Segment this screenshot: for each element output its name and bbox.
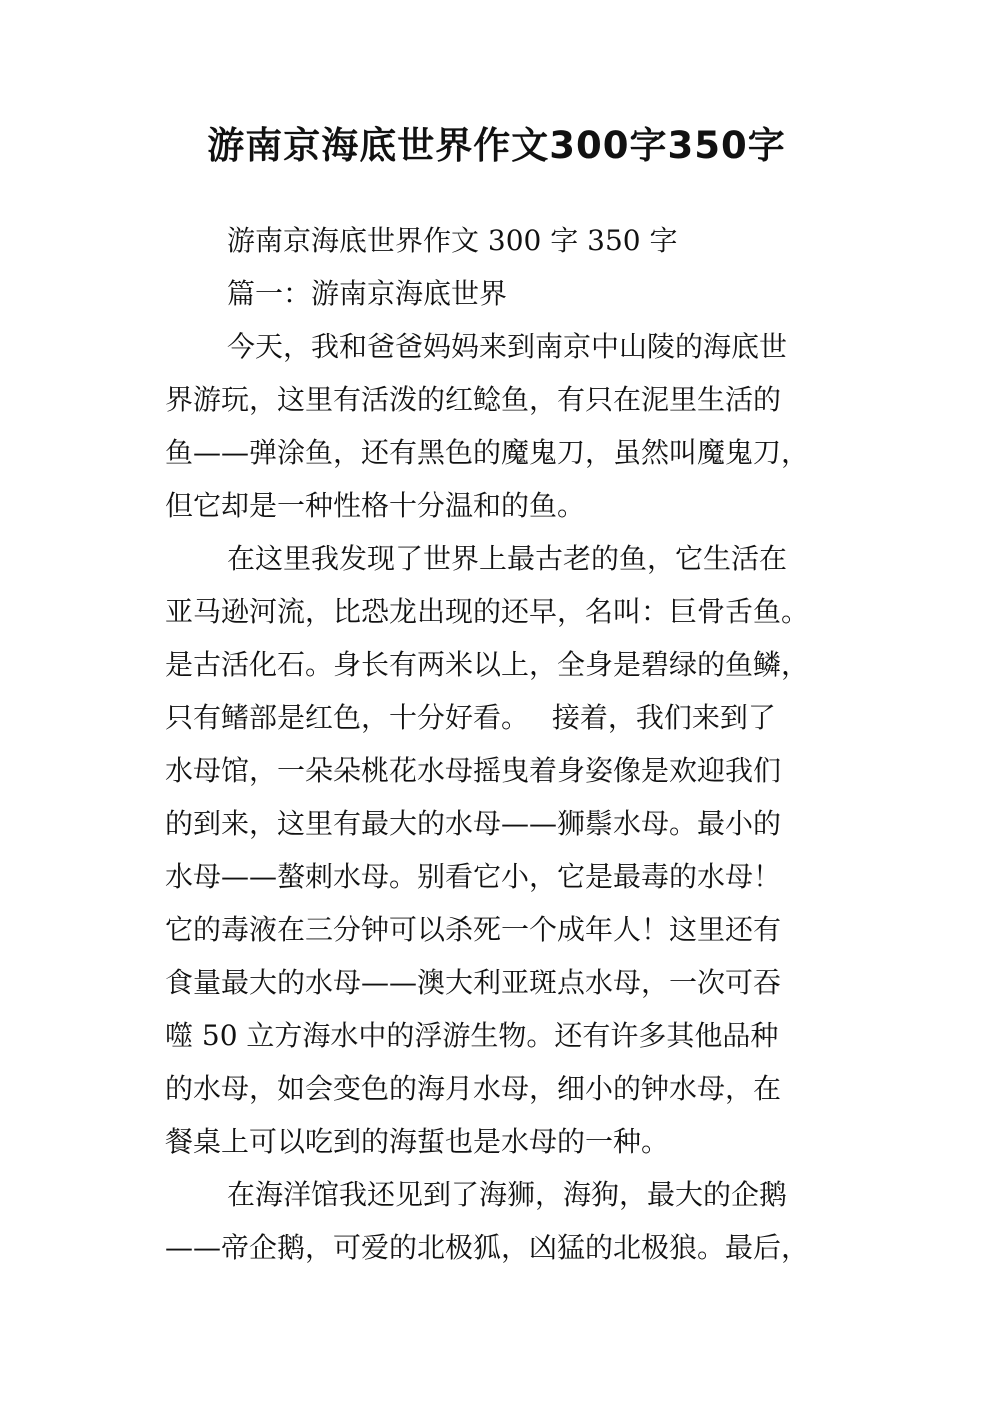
body-line: 在这里我发现了世界上最古老的鱼，它生活在	[227, 542, 788, 575]
body-line: 在海洋馆我还见到了海狮，海狗，最大的企鹅	[227, 1178, 788, 1211]
body-line: 的到来，这里有最大的水母——狮鬃水母。最小的	[165, 807, 782, 840]
document-body	[165, 214, 837, 1274]
body-line: 水母馆，一朵朵桃花水母摇曳着身姿像是欢迎我们	[165, 754, 782, 787]
body-line: 是古活化石。身长有两米以上，全身是碧绿的鱼鳞，	[165, 648, 810, 681]
body-line: 餐桌上可以吃到的海蜇也是水母的一种。	[165, 1125, 670, 1158]
body-line: 水母——螯刺水母。别看它小，它是最毒的水母！	[165, 860, 782, 893]
document-title: 游南京海底世界作文300字350字	[207, 124, 786, 167]
body-line: 界游玩，这里有活泼的红鲶鱼，有只在泥里生活的	[165, 383, 782, 416]
body-line: 亚马逊河流，比恐龙出现的还早，名叫：巨骨舌鱼。	[165, 595, 810, 628]
body-line: 噬 50 立方海水中的浮游生物。还有许多其他品种	[165, 1019, 779, 1052]
body-line: 食量最大的水母——澳大利亚斑点水母，一次可吞	[165, 966, 782, 999]
body-line: 今天，我和爸爸妈妈来到南京中山陵的海底世	[227, 330, 788, 363]
body-line: 游南京海底世界作文 300 字 350 字	[227, 224, 678, 257]
body-line: 它的毒液在三分钟可以杀死一个成年人！这里还有	[165, 913, 782, 946]
body-line: 鱼——弹涂鱼，还有黑色的魔鬼刀，虽然叫魔鬼刀，	[165, 436, 810, 469]
body-line: 但它却是一种性格十分温和的鱼。	[165, 489, 586, 522]
body-line: 只有鳍部是红色，十分好看。 接着，我们来到了	[165, 701, 776, 734]
body-line: ——帝企鹅，可爱的北极狐，凶猛的北极狼。最后，	[165, 1231, 810, 1264]
body-line: 篇一：游南京海底世界	[227, 277, 508, 310]
body-line: 的水母，如会变色的海月水母，细小的钟水母，在	[165, 1072, 782, 1105]
